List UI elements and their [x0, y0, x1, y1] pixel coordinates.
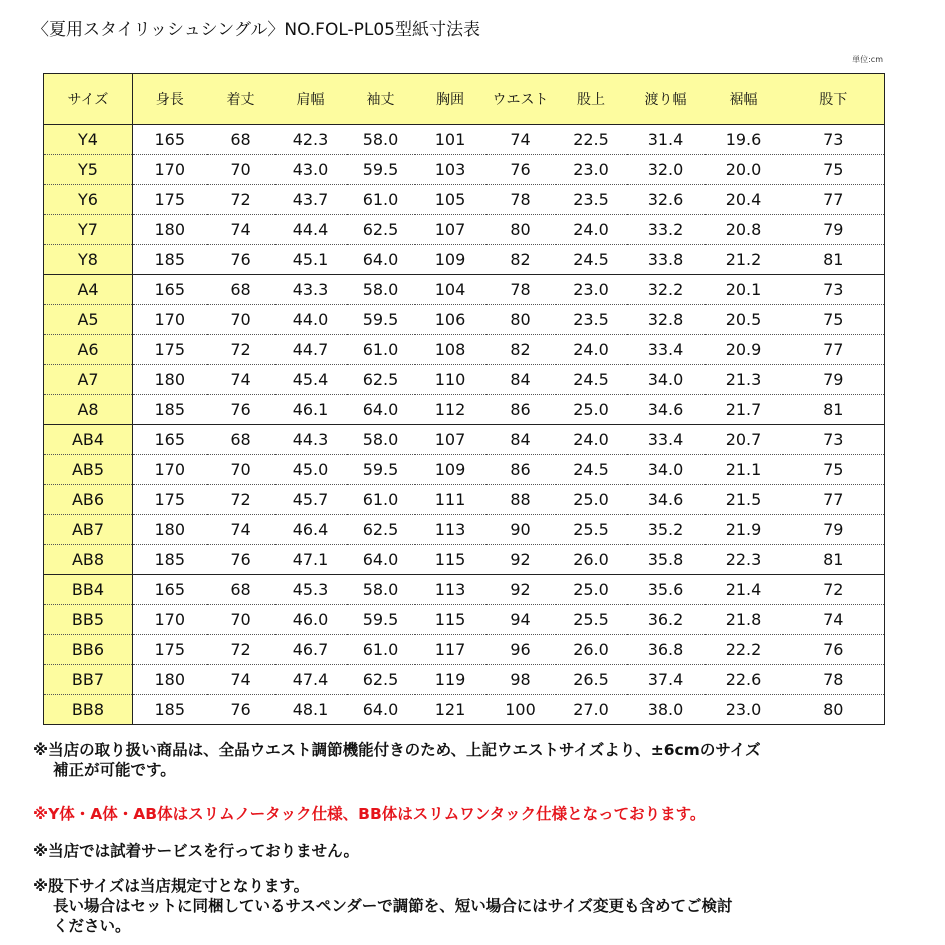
cell-shoulder: 43.0	[275, 155, 347, 185]
cell-rise: 25.0	[556, 485, 627, 515]
cell-chest: 121	[434, 700, 466, 719]
cell-rise: 23.0	[556, 275, 627, 305]
table-row	[44, 515, 885, 545]
cell-thigh: 33.2	[627, 215, 705, 245]
cell-size: BB7	[44, 665, 133, 695]
header-thigh: 渡り幅	[627, 74, 705, 125]
cell-length: 74	[207, 515, 275, 545]
table-row	[44, 125, 885, 155]
cell-chest: 107	[415, 215, 486, 245]
cell-sleeve: 59.5	[347, 455, 415, 485]
cell-thigh: 36.8	[627, 635, 705, 665]
cell-height: 180	[133, 215, 207, 245]
cell-thigh: 38.0	[647, 700, 684, 719]
cell-inseam: 75	[783, 155, 885, 185]
cell-waist: 84	[486, 365, 556, 395]
header-chest: 胸囲	[415, 74, 486, 125]
cell-rise: 23.5	[556, 185, 627, 215]
cell-sleeve: 62.5	[347, 365, 415, 395]
note-waist-adjust-line2: 補正が可能です。	[53, 761, 176, 779]
cell-waist: 82	[486, 335, 556, 365]
cell-sleeve: 59.5	[347, 605, 415, 635]
header-hem: 裾幅	[705, 74, 783, 125]
cell-chest: 119	[415, 665, 486, 695]
cell-hem: 22.3	[705, 545, 783, 575]
cell-sleeve: 59.5	[347, 155, 415, 185]
cell-waist: 86	[486, 395, 556, 425]
cell-size: Y5	[44, 155, 133, 185]
cell-rise: 26.0	[556, 635, 627, 665]
cell-shoulder: 44.7	[275, 335, 347, 365]
cell-hem: 21.1	[705, 455, 783, 485]
cell-height: 170	[133, 155, 207, 185]
cell-waist: 92	[486, 545, 556, 575]
cell-waist: 88	[486, 485, 556, 515]
table-row	[44, 455, 885, 485]
cell-inseam: 81	[783, 545, 885, 575]
cell-size: Y4	[44, 125, 133, 155]
cell-height: 165	[133, 575, 207, 605]
cell-thigh: 34.0	[627, 365, 705, 395]
cell-length: 72	[207, 485, 275, 515]
table-row	[44, 185, 885, 215]
cell-waist: 96	[486, 635, 556, 665]
table-row	[44, 485, 885, 515]
cell-size: Y8	[44, 245, 133, 275]
cell-thigh: 37.4	[627, 665, 705, 695]
cell-size: AB8	[44, 545, 133, 575]
cell-shoulder: 43.3	[275, 275, 347, 305]
cell-shoulder: 46.4	[275, 515, 347, 545]
cell-size: Y7	[44, 215, 133, 245]
cell-length: 76	[207, 545, 275, 575]
cell-length: 76	[207, 395, 275, 425]
cell-chest: 110	[415, 365, 486, 395]
cell-height: 175	[133, 335, 207, 365]
table-row	[44, 275, 885, 305]
cell-chest: 109	[415, 455, 486, 485]
page-title: 〈夏用スタイリッシュシングル〉NO.FOL-PL05型紙寸法表	[32, 20, 480, 40]
size-table	[43, 73, 885, 725]
cell-shoulder: 48.1	[292, 700, 329, 719]
cell-rise: 24.5	[556, 455, 627, 485]
header-length: 着丈	[207, 74, 275, 125]
cell-height: 165	[133, 125, 207, 155]
cell-shoulder: 45.1	[275, 245, 347, 275]
cell-sleeve: 62.5	[347, 665, 415, 695]
cell-waist: 86	[486, 455, 556, 485]
cell-inseam: 73	[783, 425, 885, 455]
cell-sleeve: 64.0	[347, 545, 415, 575]
cell-sleeve: 61.0	[347, 335, 415, 365]
table-row	[44, 545, 885, 575]
cell-thigh: 35.2	[627, 515, 705, 545]
cell-rise: 26.0	[556, 545, 627, 575]
cell-chest: 115	[415, 545, 486, 575]
table-row	[44, 665, 885, 695]
cell-waist: 100	[505, 700, 536, 719]
header-rise: 股上	[556, 74, 627, 125]
cell-length: 72	[207, 335, 275, 365]
cell-inseam: 81	[783, 395, 885, 425]
unit-label: 単位:cm	[852, 55, 883, 64]
cell-size: BB8	[44, 695, 133, 725]
table-row	[44, 695, 885, 725]
table-row	[44, 245, 885, 275]
cell-sleeve: 58.0	[347, 575, 415, 605]
cell-shoulder: 45.7	[275, 485, 347, 515]
cell-chest: 117	[415, 635, 486, 665]
cell-shoulder: 45.4	[275, 365, 347, 395]
cell-waist: 98	[486, 665, 556, 695]
cell-waist: 80	[486, 305, 556, 335]
cell-hem: 20.0	[705, 155, 783, 185]
note-inseam-line1: ※股下サイズは当店規定寸となります。	[33, 877, 310, 895]
cell-shoulder: 45.0	[275, 455, 347, 485]
cell-inseam: 81	[783, 245, 885, 275]
cell-hem: 21.9	[705, 515, 783, 545]
cell-shoulder: 44.0	[275, 305, 347, 335]
cell-length: 70	[207, 605, 275, 635]
note-inseam-line2: 長い場合はセットに同梱しているサスペンダーで調節を、短い場合にはサイズ変更も含めてご検討	[53, 897, 733, 915]
cell-height: 165	[133, 275, 207, 305]
cell-size: BB5	[44, 605, 133, 635]
cell-shoulder: 47.4	[275, 665, 347, 695]
cell-inseam: 73	[783, 125, 885, 155]
cell-inseam: 72	[783, 575, 885, 605]
cell-inseam: 75	[783, 305, 885, 335]
cell-inseam: 78	[783, 665, 885, 695]
cell-hem: 22.6	[705, 665, 783, 695]
cell-inseam: 79	[783, 515, 885, 545]
cell-sleeve: 64.0	[362, 700, 399, 719]
cell-length: 74	[207, 215, 275, 245]
cell-chest: 105	[415, 185, 486, 215]
cell-hem: 20.8	[705, 215, 783, 245]
cell-size: A4	[44, 275, 133, 305]
cell-shoulder: 46.1	[275, 395, 347, 425]
cell-sleeve: 58.0	[347, 125, 415, 155]
cell-waist: 90	[486, 515, 556, 545]
cell-shoulder: 44.4	[275, 215, 347, 245]
cell-hem: 21.8	[705, 605, 783, 635]
table-row	[44, 155, 885, 185]
table-row	[44, 365, 885, 395]
header-height: 身長	[133, 74, 207, 125]
cell-height: 185	[133, 395, 207, 425]
cell-rise: 25.0	[556, 575, 627, 605]
header-waist: ウエスト	[486, 74, 556, 125]
cell-rise: 26.5	[556, 665, 627, 695]
cell-length: 74	[207, 365, 275, 395]
cell-size: A8	[44, 395, 133, 425]
cell-size: Y6	[44, 185, 133, 215]
cell-rise: 22.5	[556, 125, 627, 155]
table-row	[44, 575, 885, 605]
cell-hem: 20.1	[705, 275, 783, 305]
cell-inseam: 76	[783, 635, 885, 665]
cell-inseam: 79	[783, 365, 885, 395]
cell-inseam: 73	[783, 275, 885, 305]
cell-thigh: 35.8	[627, 545, 705, 575]
cell-thigh: 32.6	[627, 185, 705, 215]
cell-height: 180	[133, 365, 207, 395]
cell-rise: 23.0	[556, 155, 627, 185]
cell-chest: 103	[415, 155, 486, 185]
cell-size: A7	[44, 365, 133, 395]
cell-size: BB6	[44, 635, 133, 665]
cell-thigh: 33.4	[627, 335, 705, 365]
cell-hem: 20.5	[705, 305, 783, 335]
cell-height: 170	[133, 605, 207, 635]
cell-waist: 94	[486, 605, 556, 635]
cell-shoulder: 45.3	[275, 575, 347, 605]
cell-inseam: 77	[783, 335, 885, 365]
cell-shoulder: 43.7	[275, 185, 347, 215]
cell-length: 72	[207, 185, 275, 215]
cell-waist: 84	[486, 425, 556, 455]
cell-inseam: 75	[783, 455, 885, 485]
cell-chest: 106	[415, 305, 486, 335]
cell-sleeve: 61.0	[347, 485, 415, 515]
cell-chest: 112	[415, 395, 486, 425]
cell-hem: 20.9	[705, 335, 783, 365]
cell-thigh: 32.0	[627, 155, 705, 185]
cell-sleeve: 64.0	[347, 395, 415, 425]
cell-thigh: 34.0	[627, 455, 705, 485]
cell-chest: 109	[415, 245, 486, 275]
cell-height: 175	[133, 185, 207, 215]
cell-thigh: 34.6	[627, 485, 705, 515]
cell-sleeve: 61.0	[347, 635, 415, 665]
cell-chest: 107	[415, 425, 486, 455]
note-style: ※Y体・A体・AB体はスリムノータック仕様、BB体はスリムワンタック仕様となっております。	[33, 805, 706, 823]
cell-hem: 21.7	[705, 395, 783, 425]
note-waist-adjust	[33, 740, 761, 780]
note-fitting: ※当店では試着サービスを行っておりません。	[33, 842, 360, 860]
cell-inseam: 80	[823, 700, 844, 719]
table-header-row	[44, 74, 885, 125]
cell-waist: 82	[486, 245, 556, 275]
cell-waist: 80	[486, 215, 556, 245]
cell-height: 170	[133, 455, 207, 485]
table-row	[44, 425, 885, 455]
cell-rise: 27.0	[573, 700, 609, 719]
cell-height: 185	[133, 245, 207, 275]
table-row	[44, 305, 885, 335]
cell-length: 70	[207, 155, 275, 185]
cell-waist: 78	[486, 275, 556, 305]
table-row	[44, 395, 885, 425]
cell-waist: 78	[486, 185, 556, 215]
cell-size: AB5	[44, 455, 133, 485]
cell-hem: 20.4	[705, 185, 783, 215]
cell-thigh: 31.4	[627, 125, 705, 155]
cell-hem: 20.7	[705, 425, 783, 455]
cell-length: 68	[207, 275, 275, 305]
cell-hem: 21.5	[705, 485, 783, 515]
cell-sleeve: 61.0	[347, 185, 415, 215]
cell-waist: 92	[486, 575, 556, 605]
cell-thigh: 36.2	[627, 605, 705, 635]
cell-sleeve: 58.0	[347, 425, 415, 455]
cell-length: 76	[230, 700, 251, 719]
cell-height: 175	[133, 635, 207, 665]
cell-rise: 23.5	[556, 305, 627, 335]
cell-length: 68	[207, 575, 275, 605]
cell-length: 74	[207, 665, 275, 695]
cell-hem: 21.2	[705, 245, 783, 275]
cell-length: 68	[207, 425, 275, 455]
cell-hem: 19.6	[705, 125, 783, 155]
cell-rise: 24.0	[556, 215, 627, 245]
header-sleeve: 袖丈	[347, 74, 415, 125]
cell-thigh: 33.8	[627, 245, 705, 275]
cell-rise: 25.5	[556, 515, 627, 545]
table-row	[44, 335, 885, 365]
cell-height: 175	[133, 485, 207, 515]
cell-rise: 24.5	[556, 365, 627, 395]
cell-height: 180	[133, 515, 207, 545]
cell-sleeve: 59.5	[347, 305, 415, 335]
cell-length: 76	[207, 245, 275, 275]
cell-chest: 101	[415, 125, 486, 155]
header-inseam: 股下	[783, 74, 885, 125]
cell-thigh: 35.6	[627, 575, 705, 605]
cell-size: AB7	[44, 515, 133, 545]
cell-height: 185	[154, 700, 186, 719]
note-inseam-line3: ください。	[53, 917, 131, 935]
cell-length: 68	[207, 125, 275, 155]
cell-height: 180	[133, 665, 207, 695]
cell-size: A5	[44, 305, 133, 335]
cell-size: A6	[44, 335, 133, 365]
cell-shoulder: 42.3	[275, 125, 347, 155]
cell-size: AB4	[44, 425, 133, 455]
table-row	[44, 215, 885, 245]
cell-thigh: 33.4	[627, 425, 705, 455]
cell-rise: 25.5	[556, 605, 627, 635]
table-row	[44, 635, 885, 665]
cell-length: 72	[207, 635, 275, 665]
cell-shoulder: 46.0	[275, 605, 347, 635]
cell-chest: 108	[415, 335, 486, 365]
cell-length: 70	[207, 305, 275, 335]
cell-thigh: 34.6	[627, 395, 705, 425]
cell-hem: 21.4	[705, 575, 783, 605]
cell-height: 170	[133, 305, 207, 335]
cell-sleeve: 58.0	[347, 275, 415, 305]
cell-hem: 23.0	[725, 700, 762, 719]
cell-chest: 115	[415, 605, 486, 635]
cell-chest: 111	[415, 485, 486, 515]
cell-inseam: 77	[783, 485, 885, 515]
cell-chest: 104	[415, 275, 486, 305]
cell-chest: 113	[415, 575, 486, 605]
cell-sleeve: 64.0	[347, 245, 415, 275]
cell-rise: 24.0	[556, 335, 627, 365]
cell-size: BB4	[44, 575, 133, 605]
cell-sleeve: 62.5	[347, 515, 415, 545]
table-row	[44, 605, 885, 635]
cell-rise: 25.0	[556, 395, 627, 425]
cell-size: AB6	[44, 485, 133, 515]
cell-thigh: 32.2	[627, 275, 705, 305]
cell-shoulder: 46.7	[275, 635, 347, 665]
cell-inseam: 74	[783, 605, 885, 635]
header-shoulder: 肩幅	[275, 74, 347, 125]
cell-hem: 21.3	[705, 365, 783, 395]
note-inseam	[33, 876, 733, 936]
cell-rise: 24.5	[556, 245, 627, 275]
cell-shoulder: 47.1	[275, 545, 347, 575]
cell-inseam: 79	[783, 215, 885, 245]
header-size: サイズ	[44, 74, 133, 125]
cell-chest: 113	[415, 515, 486, 545]
cell-inseam: 77	[783, 185, 885, 215]
cell-waist: 76	[486, 155, 556, 185]
cell-length: 70	[207, 455, 275, 485]
cell-height: 185	[133, 545, 207, 575]
cell-waist: 74	[486, 125, 556, 155]
cell-height: 165	[133, 425, 207, 455]
cell-shoulder: 44.3	[275, 425, 347, 455]
cell-thigh: 32.8	[627, 305, 705, 335]
cell-sleeve: 62.5	[347, 215, 415, 245]
cell-hem: 22.2	[705, 635, 783, 665]
note-waist-adjust-line1: ※当店の取り扱い商品は、全品ウエスト調節機能付きのため、上記ウエストサイズより、±6cmのサイズ	[33, 741, 761, 759]
cell-rise: 24.0	[556, 425, 627, 455]
